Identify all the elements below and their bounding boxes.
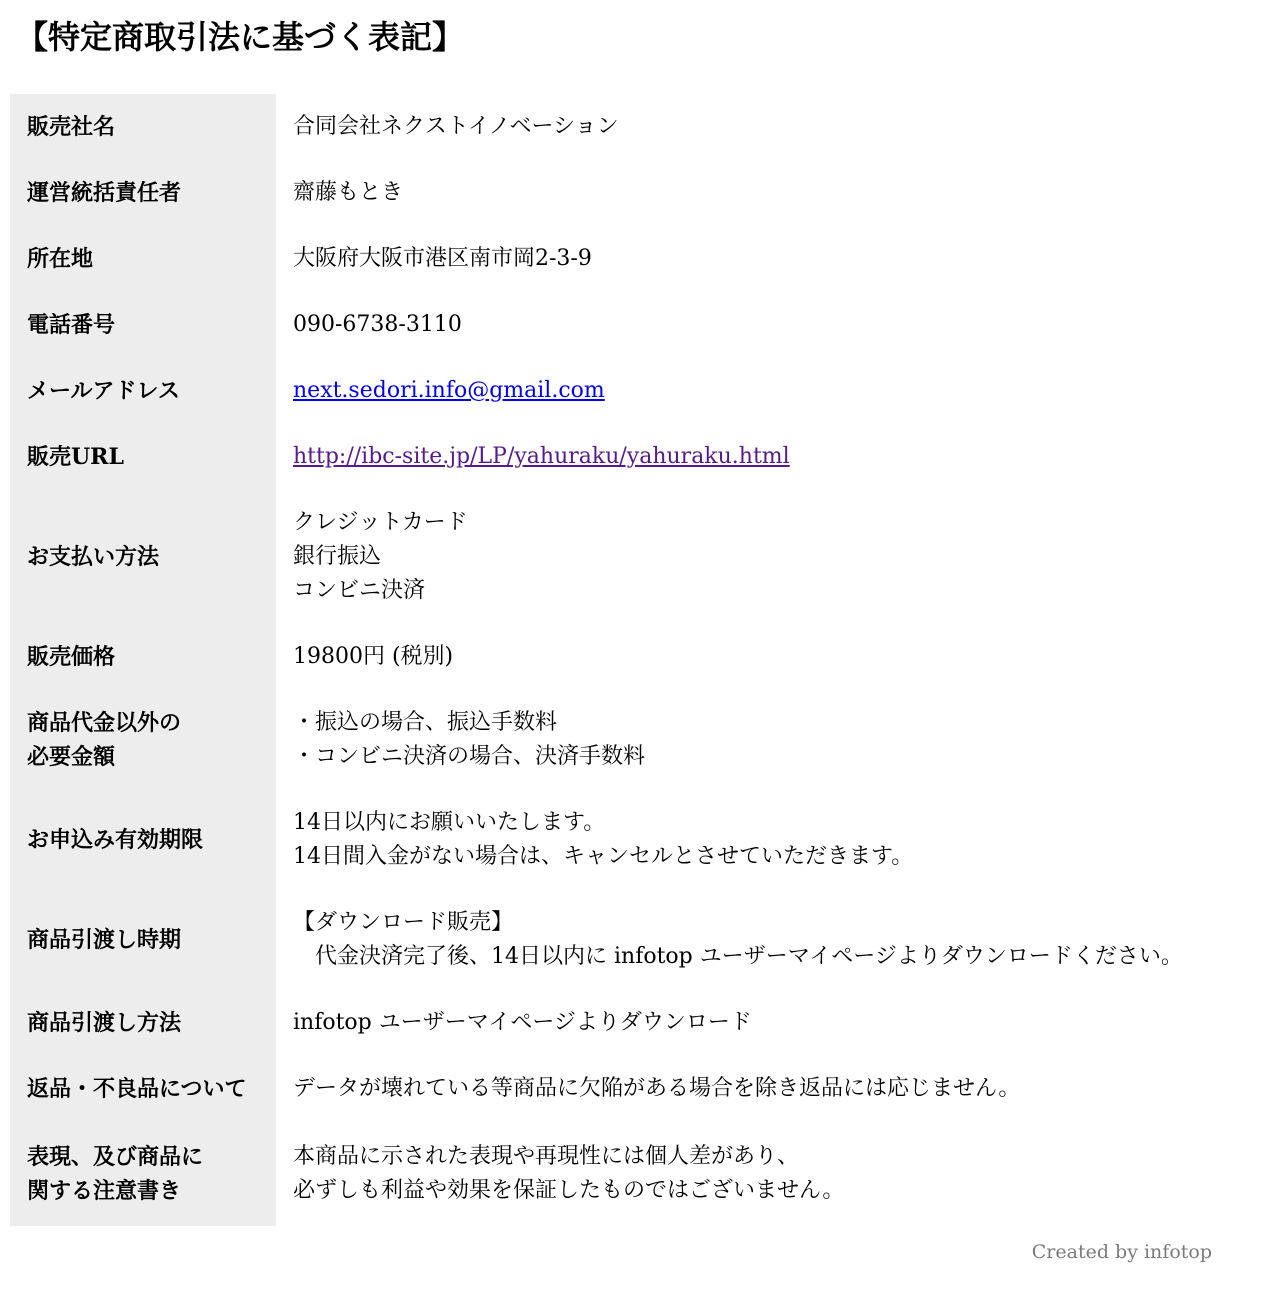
- row-label-phone: 電話番号: [10, 292, 276, 358]
- row-value-disclaimer: [276, 1122, 1264, 1226]
- row-value-email: [276, 358, 1264, 424]
- row-value-delivery-time: [276, 890, 1264, 990]
- table-row: [10, 690, 1264, 790]
- row-value-address: 大阪府大阪市港区南市岡2-3-9: [293, 246, 592, 271]
- table-row: [10, 358, 1264, 424]
- row-label-url: 販売URL: [10, 424, 276, 490]
- row-label-seller: 販売社名: [10, 94, 276, 160]
- delivery-time-line: 【ダウンロード販売】: [293, 910, 514, 935]
- row-value-returns: データが壊れている等商品に欠陥がある場合を除き返品には応じません。: [293, 1076, 1021, 1101]
- row-label-additional-fees: [10, 690, 276, 790]
- disclaimer-line: 本商品に示された表現や再現性には個人差があり、: [293, 1144, 800, 1169]
- fee-line: ・コンビニ決済の場合、決済手数料: [293, 744, 646, 769]
- fee-line: ・振込の場合、振込手数料: [293, 710, 558, 735]
- row-label-returns: 返品・不良品について: [10, 1056, 276, 1122]
- row-label-disclaimer: [10, 1122, 276, 1226]
- sales-url-link[interactable]: http://ibc-site.jp/LP/yahuraku/yahuraku.html: [293, 444, 790, 469]
- footer-credit: Created by infotop: [1031, 1241, 1212, 1263]
- disclaimer-line: 必ずしも利益や効果を保証したものではございません。: [293, 1178, 845, 1203]
- row-value-delivery-method: infotop ユーザーマイページよりダウンロード: [293, 1010, 752, 1035]
- row-value-manager: 齋藤もとき: [293, 180, 404, 205]
- label-line: 表現、及び商品に: [27, 1144, 204, 1170]
- row-value-deadline: [276, 790, 1264, 890]
- payment-method-credit: クレジットカード: [293, 510, 468, 535]
- table-row: [10, 490, 1264, 624]
- label-line: 必要金額: [27, 744, 116, 770]
- payment-method-bank: 銀行振込: [293, 544, 382, 569]
- table-row: [10, 424, 1264, 490]
- table-row: [10, 226, 1264, 292]
- table-row: [10, 94, 1264, 160]
- table-row: [10, 1122, 1264, 1226]
- legal-info-table: [10, 94, 1264, 1226]
- row-label-delivery-method: 商品引渡し方法: [10, 990, 276, 1056]
- row-label-payment: お支払い方法: [10, 490, 276, 624]
- row-value-additional-fees: [276, 690, 1264, 790]
- row-label-address: 所在地: [10, 226, 276, 292]
- row-label-email: メールアドレス: [10, 358, 276, 424]
- table-row: [10, 790, 1264, 890]
- row-label-deadline: お申込み有効期限: [10, 790, 276, 890]
- page-title: 【特定商取引法に基づく表記】: [16, 18, 465, 56]
- table-row: [10, 1056, 1264, 1122]
- label-line: 商品代金以外の: [27, 710, 182, 736]
- email-link[interactable]: next.sedori.info@gmail.com: [293, 378, 605, 403]
- row-label-delivery-time: 商品引渡し時期: [10, 890, 276, 990]
- row-label-price: 販売価格: [10, 624, 276, 690]
- row-value-url: [276, 424, 1264, 490]
- payment-method-convenience: コンビニ決済: [293, 578, 426, 603]
- table-row: [10, 292, 1264, 358]
- delivery-time-line: 代金決済完了後、14日以内に infotop ユーザーマイページよりダウンロードください。: [293, 944, 1183, 969]
- deadline-line: 14日以内にお願いいたします。: [293, 810, 606, 835]
- row-value-price: 19800円 (税別): [293, 644, 454, 669]
- table-row: [10, 990, 1264, 1056]
- row-label-manager: 運営統括責任者: [10, 160, 276, 226]
- label-line: 関する注意書き: [27, 1178, 182, 1204]
- table-row: [10, 624, 1264, 690]
- table-row: [10, 160, 1264, 226]
- row-value-seller: 合同会社ネクストイノベーション: [293, 114, 619, 139]
- row-value-phone: 090-6738-3110: [293, 312, 462, 337]
- row-value-payment: [276, 490, 1264, 624]
- deadline-line: 14日間入金がない場合は、キャンセルとさせていただきます。: [293, 844, 914, 869]
- table-row: [10, 890, 1264, 990]
